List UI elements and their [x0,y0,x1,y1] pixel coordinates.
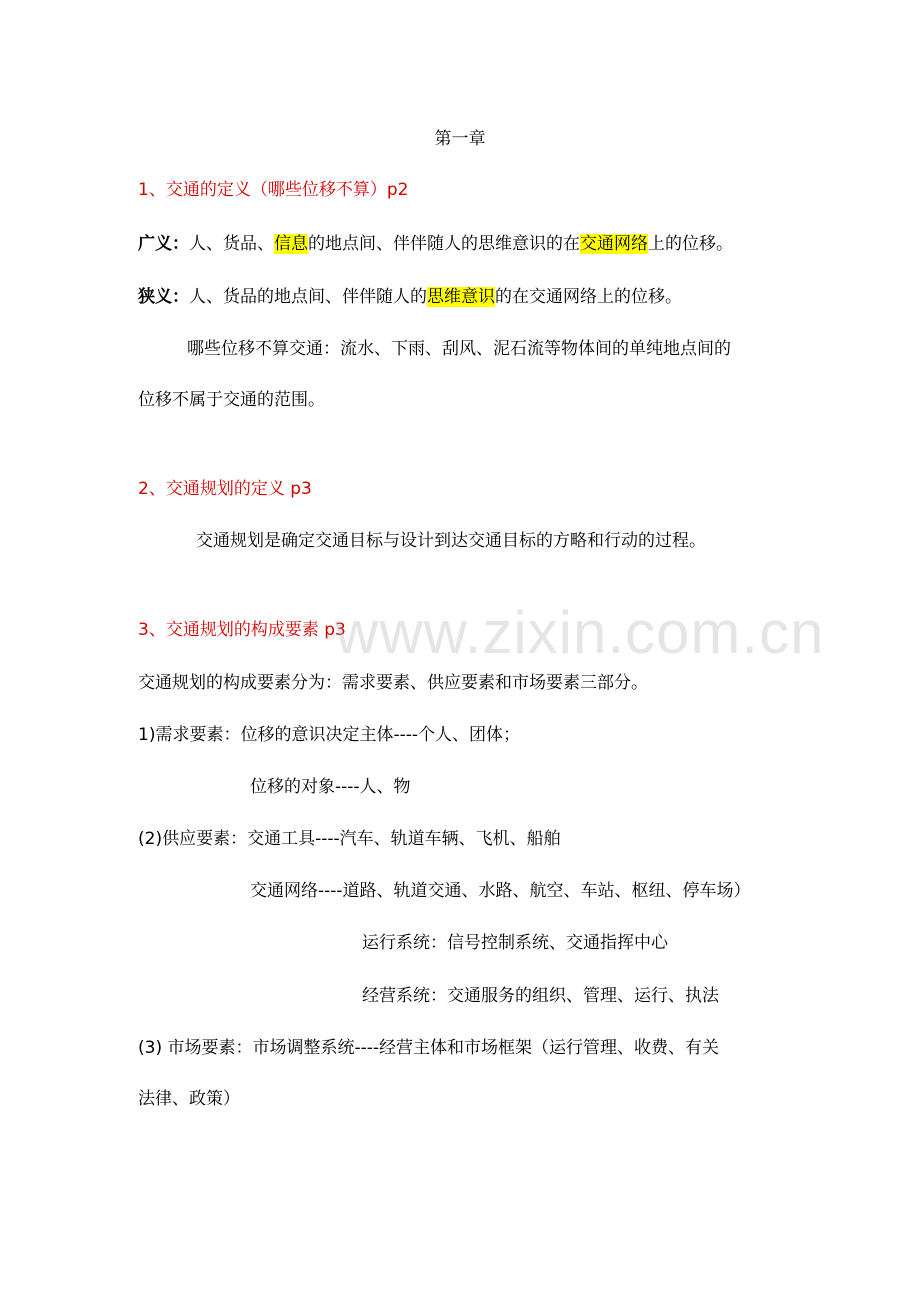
supply-line-3: 运行系统：信号控制系统、交通指挥中心 [362,933,668,953]
narrow-text-1: 人、货品的地点间、伴伴随人的 [189,287,427,307]
narrow-highlight-1: 思维意识 [427,287,495,307]
narrow-text-2: 的在交通网络上的位移。 [495,287,682,307]
watermark: www.zixin.com.cn [335,599,825,666]
broad-text-1: 人、货品、 [189,234,274,254]
broad-highlight-2: 交通网络 [580,234,648,254]
supply-line-4: 经营系统：交通服务的组织、管理、运行、执法 [362,986,719,1006]
section3-intro: 交通规划的构成要素分为：需求要素、供应要素和市场要素三部分。 [138,673,648,693]
broad-label: 广义： [138,234,189,254]
supply-line-1: (2)供应要素：交通工具----汽车、轨道车辆、飞机、船舶 [138,829,561,849]
broad-text-3: 上的位移。 [648,234,733,254]
narrow-definition [138,286,682,308]
non-traffic-para-line1: 哪些位移不算交通：流水、下雨、刮风、泥石流等物体间的单纯地点间的 [187,339,731,359]
broad-highlight-1: 信息 [274,234,308,254]
broad-text-2: 的地点间、伴伴随人的思维意识的在 [308,234,580,254]
demand-line-1: 1)需求要素：位移的意识决定主体----个人、团体； [138,725,520,745]
demand-line-2: 位移的对象----人、物 [250,777,411,797]
section2-heading: 2、交通规划的定义 p3 [138,479,312,499]
market-line-2: 法律、政策） [138,1089,240,1109]
section2-text: 交通规划是确定交通目标与设计到达交通目标的方略和行动的过程。 [196,531,706,551]
broad-definition [138,233,733,255]
supply-line-2: 交通网络----道路、轨道交通、水路、航空、车站、枢纽、停车场） [250,881,751,901]
non-traffic-para-line2: 位移不属于交通的范围。 [138,390,325,410]
narrow-label: 狭义： [138,287,189,307]
market-line-1: (3) 市场要素：市场调整系统----经营主体和市场框架（运行管理、收费、有关 [138,1038,720,1058]
section1-heading: 1、交通的定义（哪些位移不算）p2 [138,180,409,200]
section3-heading: 3、交通规划的构成要素 p3 [138,620,346,640]
chapter-title: 第一章 [434,129,486,149]
